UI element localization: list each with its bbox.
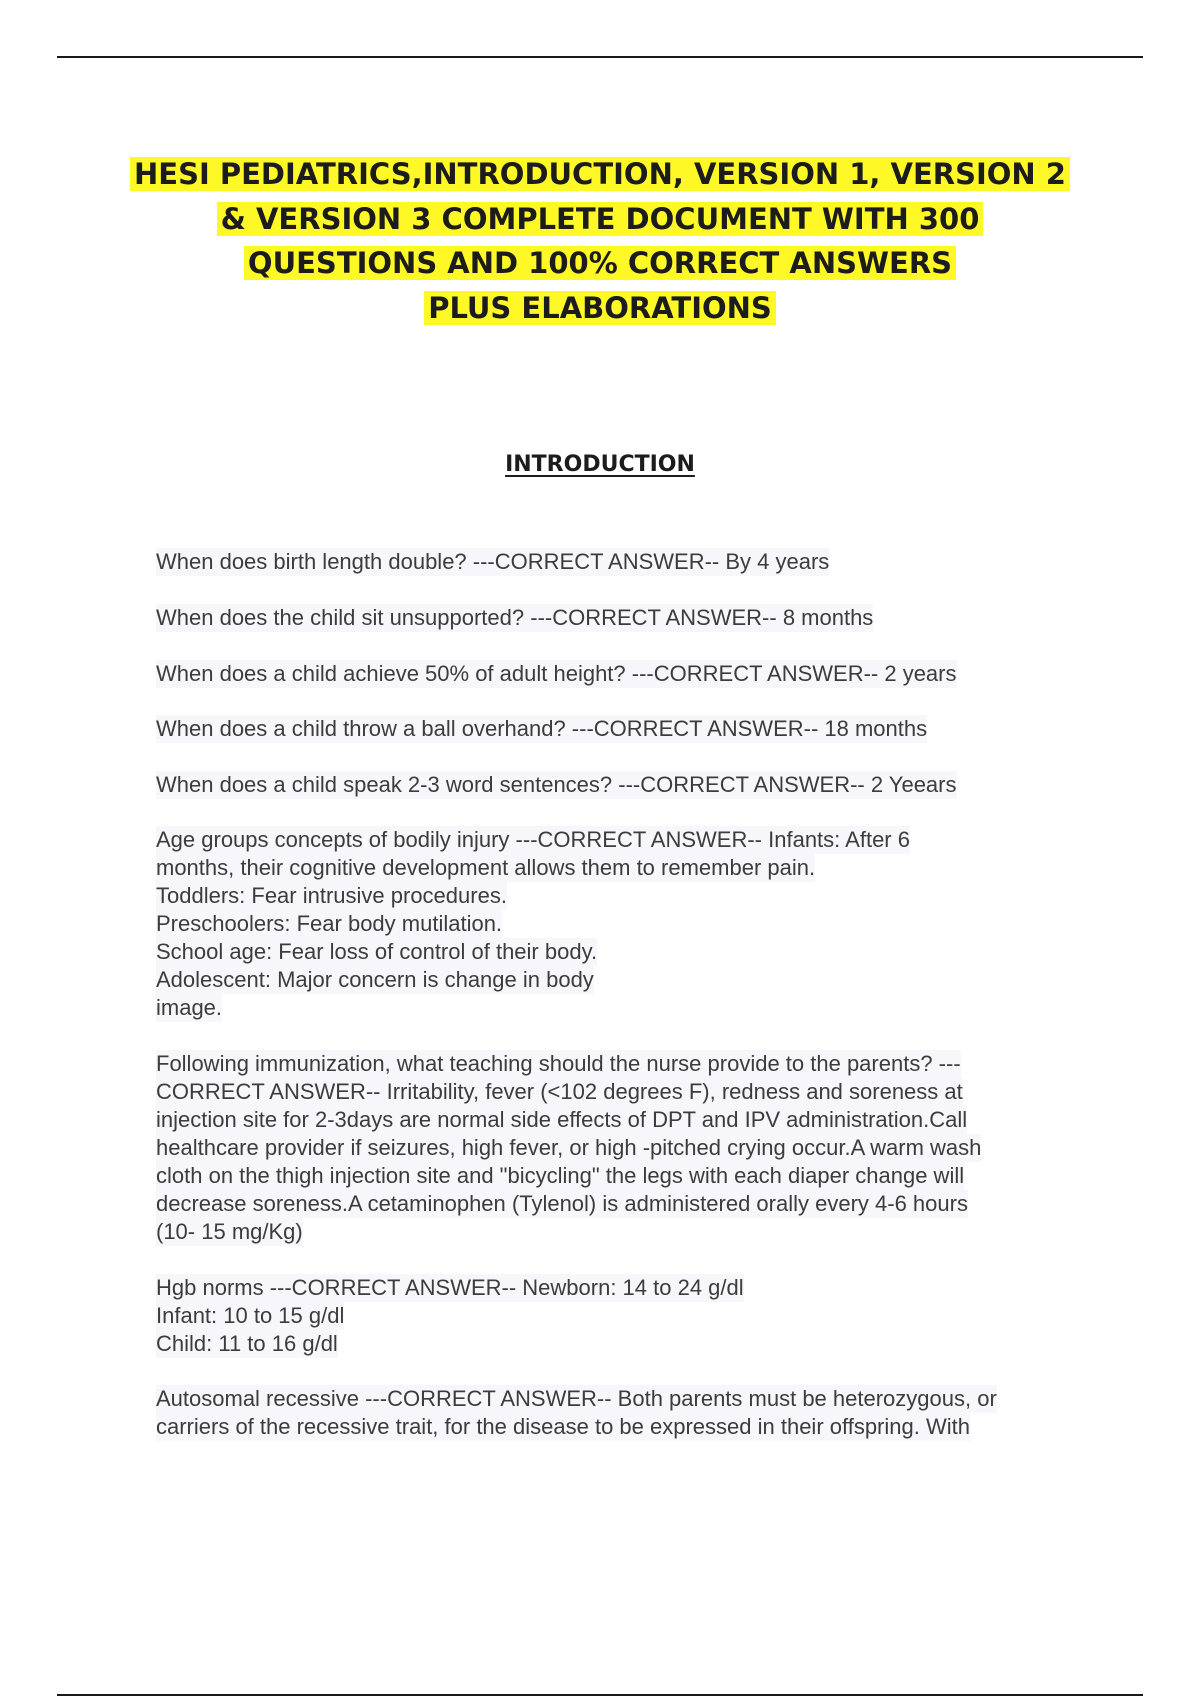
qa-line: When does the child sit unsupported? ---CORRECT ANSWER-- 8 months	[156, 605, 874, 630]
qa-line: Following immunization, what teaching should the nurse provide to the parents? ---	[156, 1051, 961, 1076]
qa-item	[156, 1385, 1096, 1441]
section-heading	[0, 452, 1200, 477]
qa-line: School age: Fear loss of control of their body.	[156, 939, 598, 964]
qa-line: CORRECT ANSWER-- Irritability, fever (<102 degrees F), redness and soreness at	[156, 1079, 963, 1104]
title-line: & VERSION 3 COMPLETE DOCUMENT WITH 300	[217, 202, 984, 236]
title-line: HESI PEDIATRICS,INTRODUCTION, VERSION 1, VERSION 2	[130, 157, 1070, 191]
qa-line: When does a child achieve 50% of adult height? ---CORRECT ANSWER-- 2 years	[156, 661, 957, 686]
qa-line: When does a child speak 2-3 word sentences? ---CORRECT ANSWER-- 2 Yeears	[156, 772, 957, 797]
section-heading-text: INTRODUCTION	[505, 452, 695, 477]
qa-line: Toddlers: Fear intrusive procedures.	[156, 883, 507, 908]
qa-line: Hgb norms ---CORRECT ANSWER-- Newborn: 14 to 24 g/dl	[156, 1275, 744, 1300]
qa-line: Child: 11 to 16 g/dl	[156, 1331, 338, 1356]
qa-line: cloth on the thigh injection site and "bicycling" the legs with each diaper change will	[156, 1163, 965, 1188]
qa-item	[156, 1050, 1096, 1246]
qa-item	[156, 548, 1096, 576]
qa-line: injection site for 2-3days are normal side effects of DPT and IPV administration.Call	[156, 1107, 968, 1132]
qa-line: Autosomal recessive ---CORRECT ANSWER-- Both parents must be heterozygous, or	[156, 1386, 997, 1411]
qa-item	[156, 604, 1096, 632]
qa-line: Infant: 10 to 15 g/dl	[156, 1303, 345, 1328]
qa-item	[156, 1274, 1096, 1358]
qa-line: decrease soreness.A cetaminophen (Tylenol) is administered orally every 4-6 hours	[156, 1191, 968, 1216]
qa-item	[156, 715, 1096, 743]
qa-line: When does birth length double? ---CORRECT ANSWER-- By 4 years	[156, 549, 830, 574]
document-title	[100, 152, 1100, 330]
qa-line: image.	[156, 995, 223, 1020]
page-top-rule	[57, 56, 1143, 58]
qa-line: months, their cognitive development allows them to remember pain.	[156, 855, 816, 880]
qa-item	[156, 826, 1096, 1022]
qa-item	[156, 660, 1096, 688]
page-bottom-rule	[57, 1694, 1143, 1696]
title-line: PLUS ELABORATIONS	[424, 291, 776, 325]
qa-item	[156, 771, 1096, 799]
title-line: QUESTIONS AND 100% CORRECT ANSWERS	[244, 246, 956, 280]
qa-line: healthcare provider if seizures, high fever, or high -pitched crying occur.A warm wash	[156, 1135, 982, 1160]
qa-line: Age groups concepts of bodily injury ---CORRECT ANSWER-- Infants: After 6	[156, 827, 910, 852]
qa-line: When does a child throw a ball overhand? ---CORRECT ANSWER-- 18 months	[156, 716, 928, 741]
qa-line: carriers of the recessive trait, for the disease to be expressed in their offspring. With	[156, 1414, 970, 1439]
qa-line: Adolescent: Major concern is change in body	[156, 967, 594, 992]
qa-line: Preschoolers: Fear body mutilation.	[156, 911, 503, 936]
qa-line: (10- 15 mg/Kg)	[156, 1219, 303, 1244]
